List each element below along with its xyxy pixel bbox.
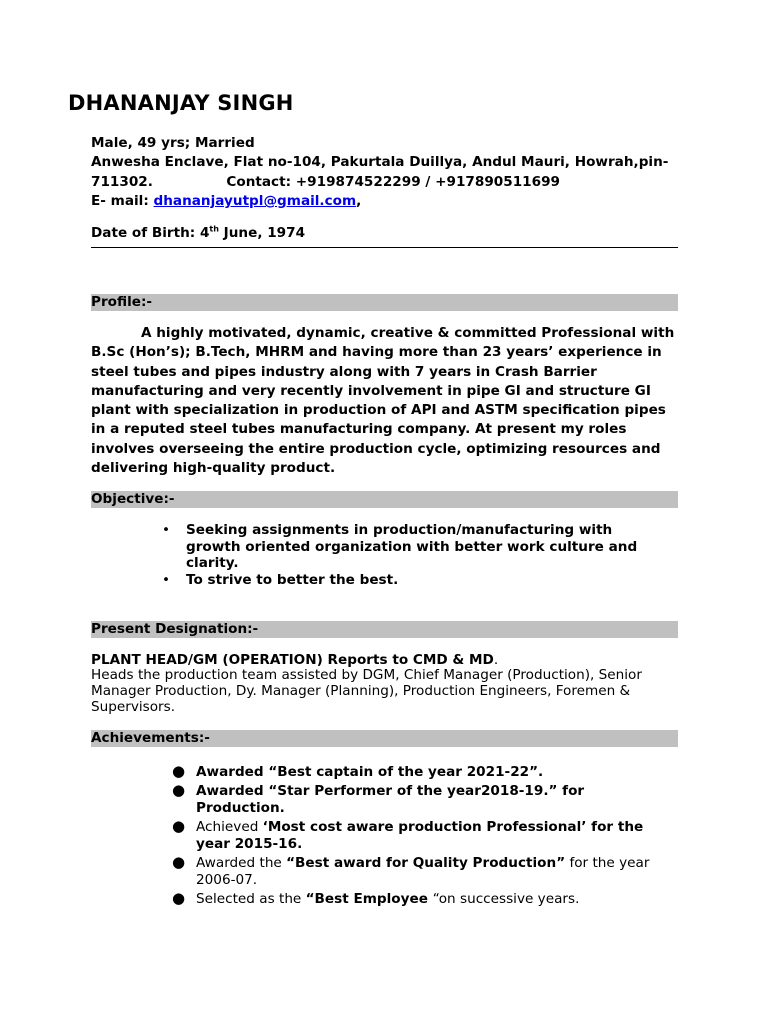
- achievement-post: “on successive years.: [432, 891, 580, 907]
- email-suffix: ,: [356, 193, 362, 209]
- profile-heading: Profile:-: [91, 294, 678, 311]
- achievement-bold: Awarded “Star Performer of the year2018-19.” for Production.: [196, 783, 585, 816]
- achievements-list: [172, 762, 676, 910]
- designation-title-suffix: .: [493, 652, 499, 668]
- achievement-post: for the year 2006-07.: [196, 855, 650, 888]
- objective-list: [162, 522, 666, 588]
- email-link[interactable]: dhananjayutpl@gmail.com: [153, 193, 357, 209]
- achievement-pre: Achieved: [196, 819, 263, 835]
- profile-text: [91, 324, 681, 478]
- achievements-heading: Achievements:-: [91, 730, 678, 747]
- candidate-name: DHANANJAY SINGH: [68, 91, 294, 115]
- list-item: [162, 571, 666, 589]
- objective-item-text: Seeking assignments in production/manufacturing with growth oriented organization with better work culture and clarity.: [186, 522, 638, 571]
- dob-superscript: th: [209, 224, 219, 234]
- designation-description: Heads the production team assisted by DGM, Chief Manager (Production), Senior Manager Production, Dy. Manager (Planning), Production Engineers, Foremen & Supervisors.: [91, 667, 642, 715]
- email-label: E- mail:: [91, 193, 154, 209]
- designation-title-text: PLANT HEAD/GM (OPERATION) Reports to CMD & MD: [91, 652, 494, 668]
- designation-title: [91, 652, 498, 668]
- achievement-bold: “Best Employee: [305, 891, 433, 907]
- list-item: [172, 817, 676, 853]
- achievement-pre: Selected as the: [196, 891, 306, 907]
- achievement-pre: Awarded the: [196, 855, 287, 871]
- list-item: [172, 781, 676, 817]
- email-line: [91, 192, 361, 211]
- bullet-icon: ●: [172, 762, 186, 780]
- achievement-bold: ‘Most cost aware production Professional’ for the year 2015-16.: [196, 819, 644, 852]
- date-of-birth: [91, 224, 305, 243]
- achievement-bold: Awarded “Best captain of the year 2021-22”.: [196, 764, 544, 780]
- profile-paragraph: A highly motivated, dynamic, creative & committed Professional with B.Sc (Hon’s); B.Tech, MHRM and having more than 23 years’ experience in steel tubes and pipes industry along with 7 years in Crash Barrier manufacturing and very recently involvement in pipe GI and structure GI plant with specialization in production of API and ASTM specification pipes in a reputed steel tubes manufacturing company. At present my roles involves overseeing the entire production cycle, optimizing resources and delivering high-quality product.: [91, 325, 675, 477]
- header-divider: [91, 247, 678, 248]
- personal-info: Male, 49 yrs; Married: [91, 135, 255, 151]
- bullet-icon: ●: [172, 889, 186, 907]
- pin-code: 711302.: [91, 174, 153, 190]
- objective-heading: Objective:-: [91, 491, 678, 508]
- bullet-icon: ●: [172, 781, 186, 799]
- bullet-icon: •: [162, 571, 171, 588]
- objective-item-text: To strive to better the best.: [186, 571, 399, 588]
- achievement-bold: “Best award for Quality Production”: [286, 855, 566, 871]
- bullet-icon: ●: [172, 817, 186, 835]
- contact-numbers: Contact: +919874522299 / +917890511699: [226, 174, 560, 190]
- dob-label: Date of Birth: 4: [91, 225, 210, 241]
- list-item: [172, 853, 676, 889]
- pin-contact-line: [91, 173, 560, 192]
- address-line: Anwesha Enclave, Flat no-104, Pakurtala Duillya, Andul Mauri, Howrah,pin-: [91, 154, 669, 170]
- bullet-icon: •: [162, 522, 171, 538]
- bullet-icon: ●: [172, 853, 186, 871]
- designation-heading: Present Designation:-: [91, 621, 678, 638]
- list-item: [172, 762, 676, 781]
- dob-value: June, 1974: [218, 225, 306, 241]
- list-item: [162, 522, 666, 572]
- list-item: [172, 889, 676, 908]
